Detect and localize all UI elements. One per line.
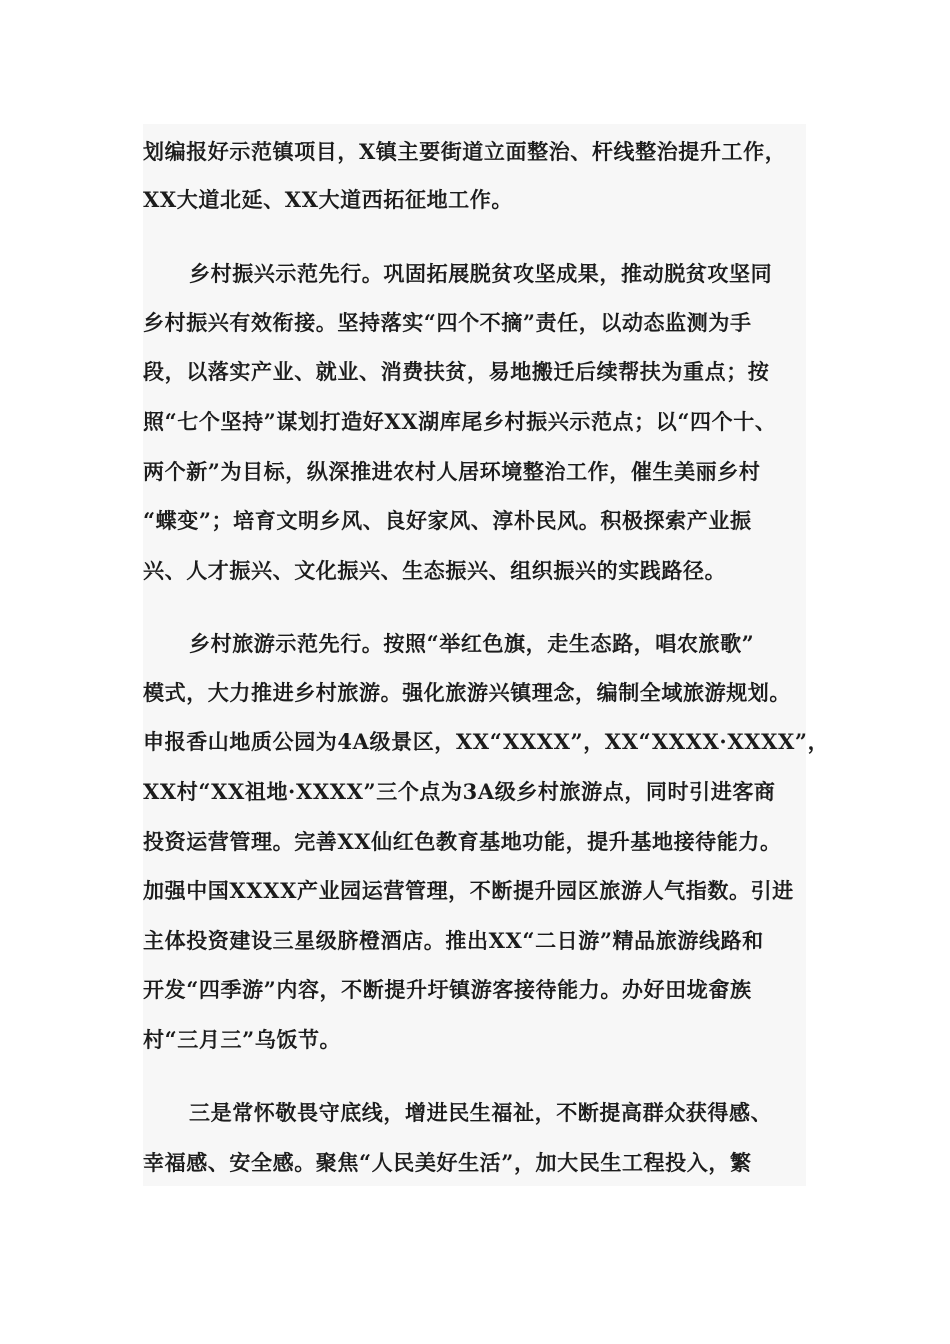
text-line: 开发“四季游”内容，不断提升圩镇游客接待能力。办好田垅畲族: [143, 977, 752, 1002]
text-line: XX村“XX祖地·XXXX”三个点为3A级乡村旅游点，同时引进客商: [143, 779, 776, 804]
text-line: XX大道北延、XX大道西拓征地工作。: [143, 187, 513, 212]
text-line: 划编报好示范镇项目，X镇主要街道立面整治、杆线整治提升工作，: [143, 139, 787, 164]
paragraph-first-line: 乡村旅游示范先行。按照“举红色旗，走生态路，唱农旅歌”: [189, 631, 755, 656]
paragraph-first-line: 三是常怀敬畏守底线，增进民生福祉，不断提高群众获得感、: [189, 1100, 773, 1125]
text-line: 村“三月三”乌饭节。: [143, 1027, 342, 1052]
text-line: 加强中国XXXX产业园运营管理，不断提升园区旅游人气指数。引进: [143, 878, 794, 903]
text-line: 投资运营管理。完善XX仙红色教育基地功能，提升基地接待能力。: [143, 829, 782, 854]
text-line: “蝶变”；培育文明乡风、良好家风、淳朴民风。积极探索产业振: [143, 508, 752, 533]
text-line: 兴、人才振兴、文化振兴、生态振兴、组织振兴的实践路径。: [143, 558, 727, 583]
text-line: 照“七个坚持”谋划打造好XX湖库尾乡村振兴示范点；以“四个十、: [143, 409, 777, 434]
paragraph-first-line: 乡村振兴示范先行。巩固拓展脱贫攻坚成果，推动脱贫攻坚同: [189, 261, 773, 286]
text-line: 申报香山地质公园为4A级景区，XX“XXXX”，XX“XXXX·XXXX”，: [143, 729, 830, 754]
text-line: 乡村振兴有效衔接。坚持落实“四个不摘”责任，以动态监测为手: [143, 310, 752, 335]
text-line: 主体投资建设三星级脐橙酒店。推出XX“二日游”精品旅游线路和: [143, 928, 764, 953]
text-line: 幸福感、安全感。聚焦“人民美好生活”，加大民生工程投入，繁: [143, 1150, 752, 1175]
text-line: 模式，大力推进乡村旅游。强化旅游兴镇理念，编制全域旅游规划。: [143, 680, 791, 705]
text-line: 两个新”为目标，纵深推进农村人居环境整治工作，催生美丽乡村: [143, 459, 761, 484]
text-line: 段，以落实产业、就业、消费扶贫，易地搬迁后续帮扶为重点；按: [143, 359, 770, 384]
